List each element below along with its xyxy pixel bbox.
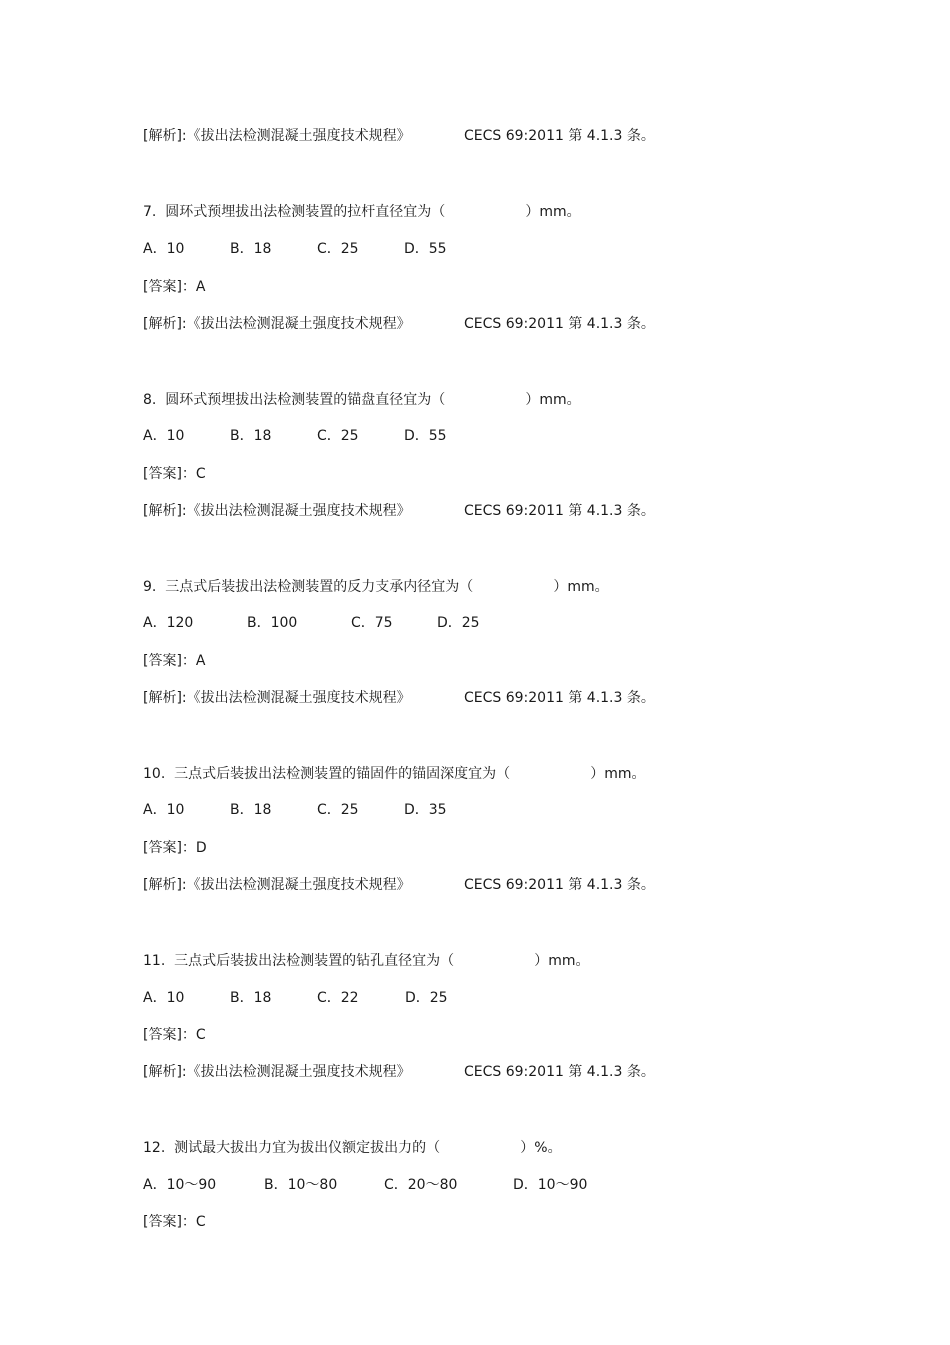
option-d: D．35 [404, 802, 447, 818]
option-c: C．20～80 [384, 1177, 458, 1193]
analysis-text: [解析]:《拔出法检测混凝土强度技术规程》 [143, 690, 411, 706]
option-a: A．120 [143, 615, 194, 631]
analysis-text: [解析]:《拔出法检测混凝土强度技术规程》 [143, 877, 411, 893]
option-b: B．10～80 [264, 1177, 338, 1193]
option-c: C．25 [317, 802, 359, 818]
analysis-8 [143, 502, 655, 556]
option-a: A．10 [143, 428, 185, 444]
question-11: 11. 三点式后装拔出法检测装置的钻孔直径宜为（ ）mm。 [143, 953, 590, 969]
option-c: C．25 [317, 241, 359, 257]
option-a: A．10 [143, 241, 185, 257]
answer-12: [答案]：C [143, 1214, 206, 1230]
option-a: A．10 [143, 990, 185, 1006]
option-c: C．25 [317, 428, 359, 444]
analysis-ref: CECS 69:2011 第 4.1.3 条。 [464, 1064, 655, 1080]
option-c: C．22 [317, 990, 359, 1006]
question-8: 8. 圆环式预埋拔出法检测装置的锚盘直径宜为（ ）mm。 [143, 392, 581, 408]
analysis-text: [解析]:《拔出法检测混凝土强度技术规程》 [143, 316, 411, 332]
option-d: D．55 [404, 428, 447, 444]
analysis-7 [143, 315, 655, 369]
option-a: A．10～90 [143, 1177, 217, 1193]
option-d: D．25 [437, 615, 480, 631]
question-12: 12. 测试最大拔出力宜为拔出仪额定拔出力的（ ）%。 [143, 1140, 562, 1156]
option-b: B．18 [230, 802, 272, 818]
analysis-line [143, 127, 655, 181]
option-b: B．18 [230, 990, 272, 1006]
analysis-text: [解析]:《拔出法检测混凝土强度技术规程》 [143, 128, 411, 144]
answer-7: [答案]：A [143, 279, 206, 295]
analysis-ref: CECS 69:2011 第 4.1.3 条。 [464, 877, 655, 893]
analysis-text: [解析]:《拔出法检测混凝土强度技术规程》 [143, 503, 411, 519]
option-c: C．75 [351, 615, 393, 631]
option-b: B．100 [247, 615, 298, 631]
answer-11: [答案]：C [143, 1027, 206, 1043]
option-a: A．10 [143, 802, 185, 818]
analysis-ref: CECS 69:2011 第 4.1.3 条。 [464, 690, 655, 706]
analysis-ref: CECS 69:2011 第 4.1.3 条。 [464, 128, 655, 144]
analysis-ref: CECS 69:2011 第 4.1.3 条。 [464, 316, 655, 332]
analysis-11 [143, 1063, 655, 1117]
analysis-10 [143, 876, 655, 930]
option-b: B．18 [230, 428, 272, 444]
question-7: 7. 圆环式预埋拔出法检测装置的拉杆直径宜为（ ）mm。 [143, 204, 581, 220]
option-d: D．10～90 [513, 1177, 588, 1193]
answer-8: [答案]：C [143, 466, 206, 482]
question-9: 9. 三点式后装拔出法检测装置的反力支承内径宜为（ ）mm。 [143, 579, 609, 595]
option-b: B．18 [230, 241, 272, 257]
option-d: D．55 [404, 241, 447, 257]
analysis-9 [143, 689, 655, 743]
analysis-ref: CECS 69:2011 第 4.1.3 条。 [464, 503, 655, 519]
question-10: 10. 三点式后装拔出法检测装置的锚固件的锚固深度宜为（ ）mm。 [143, 766, 646, 782]
analysis-text: [解析]:《拔出法检测混凝土强度技术规程》 [143, 1064, 411, 1080]
answer-10: [答案]：D [143, 840, 207, 856]
option-d: D．25 [405, 990, 448, 1006]
answer-9: [答案]：A [143, 653, 206, 669]
